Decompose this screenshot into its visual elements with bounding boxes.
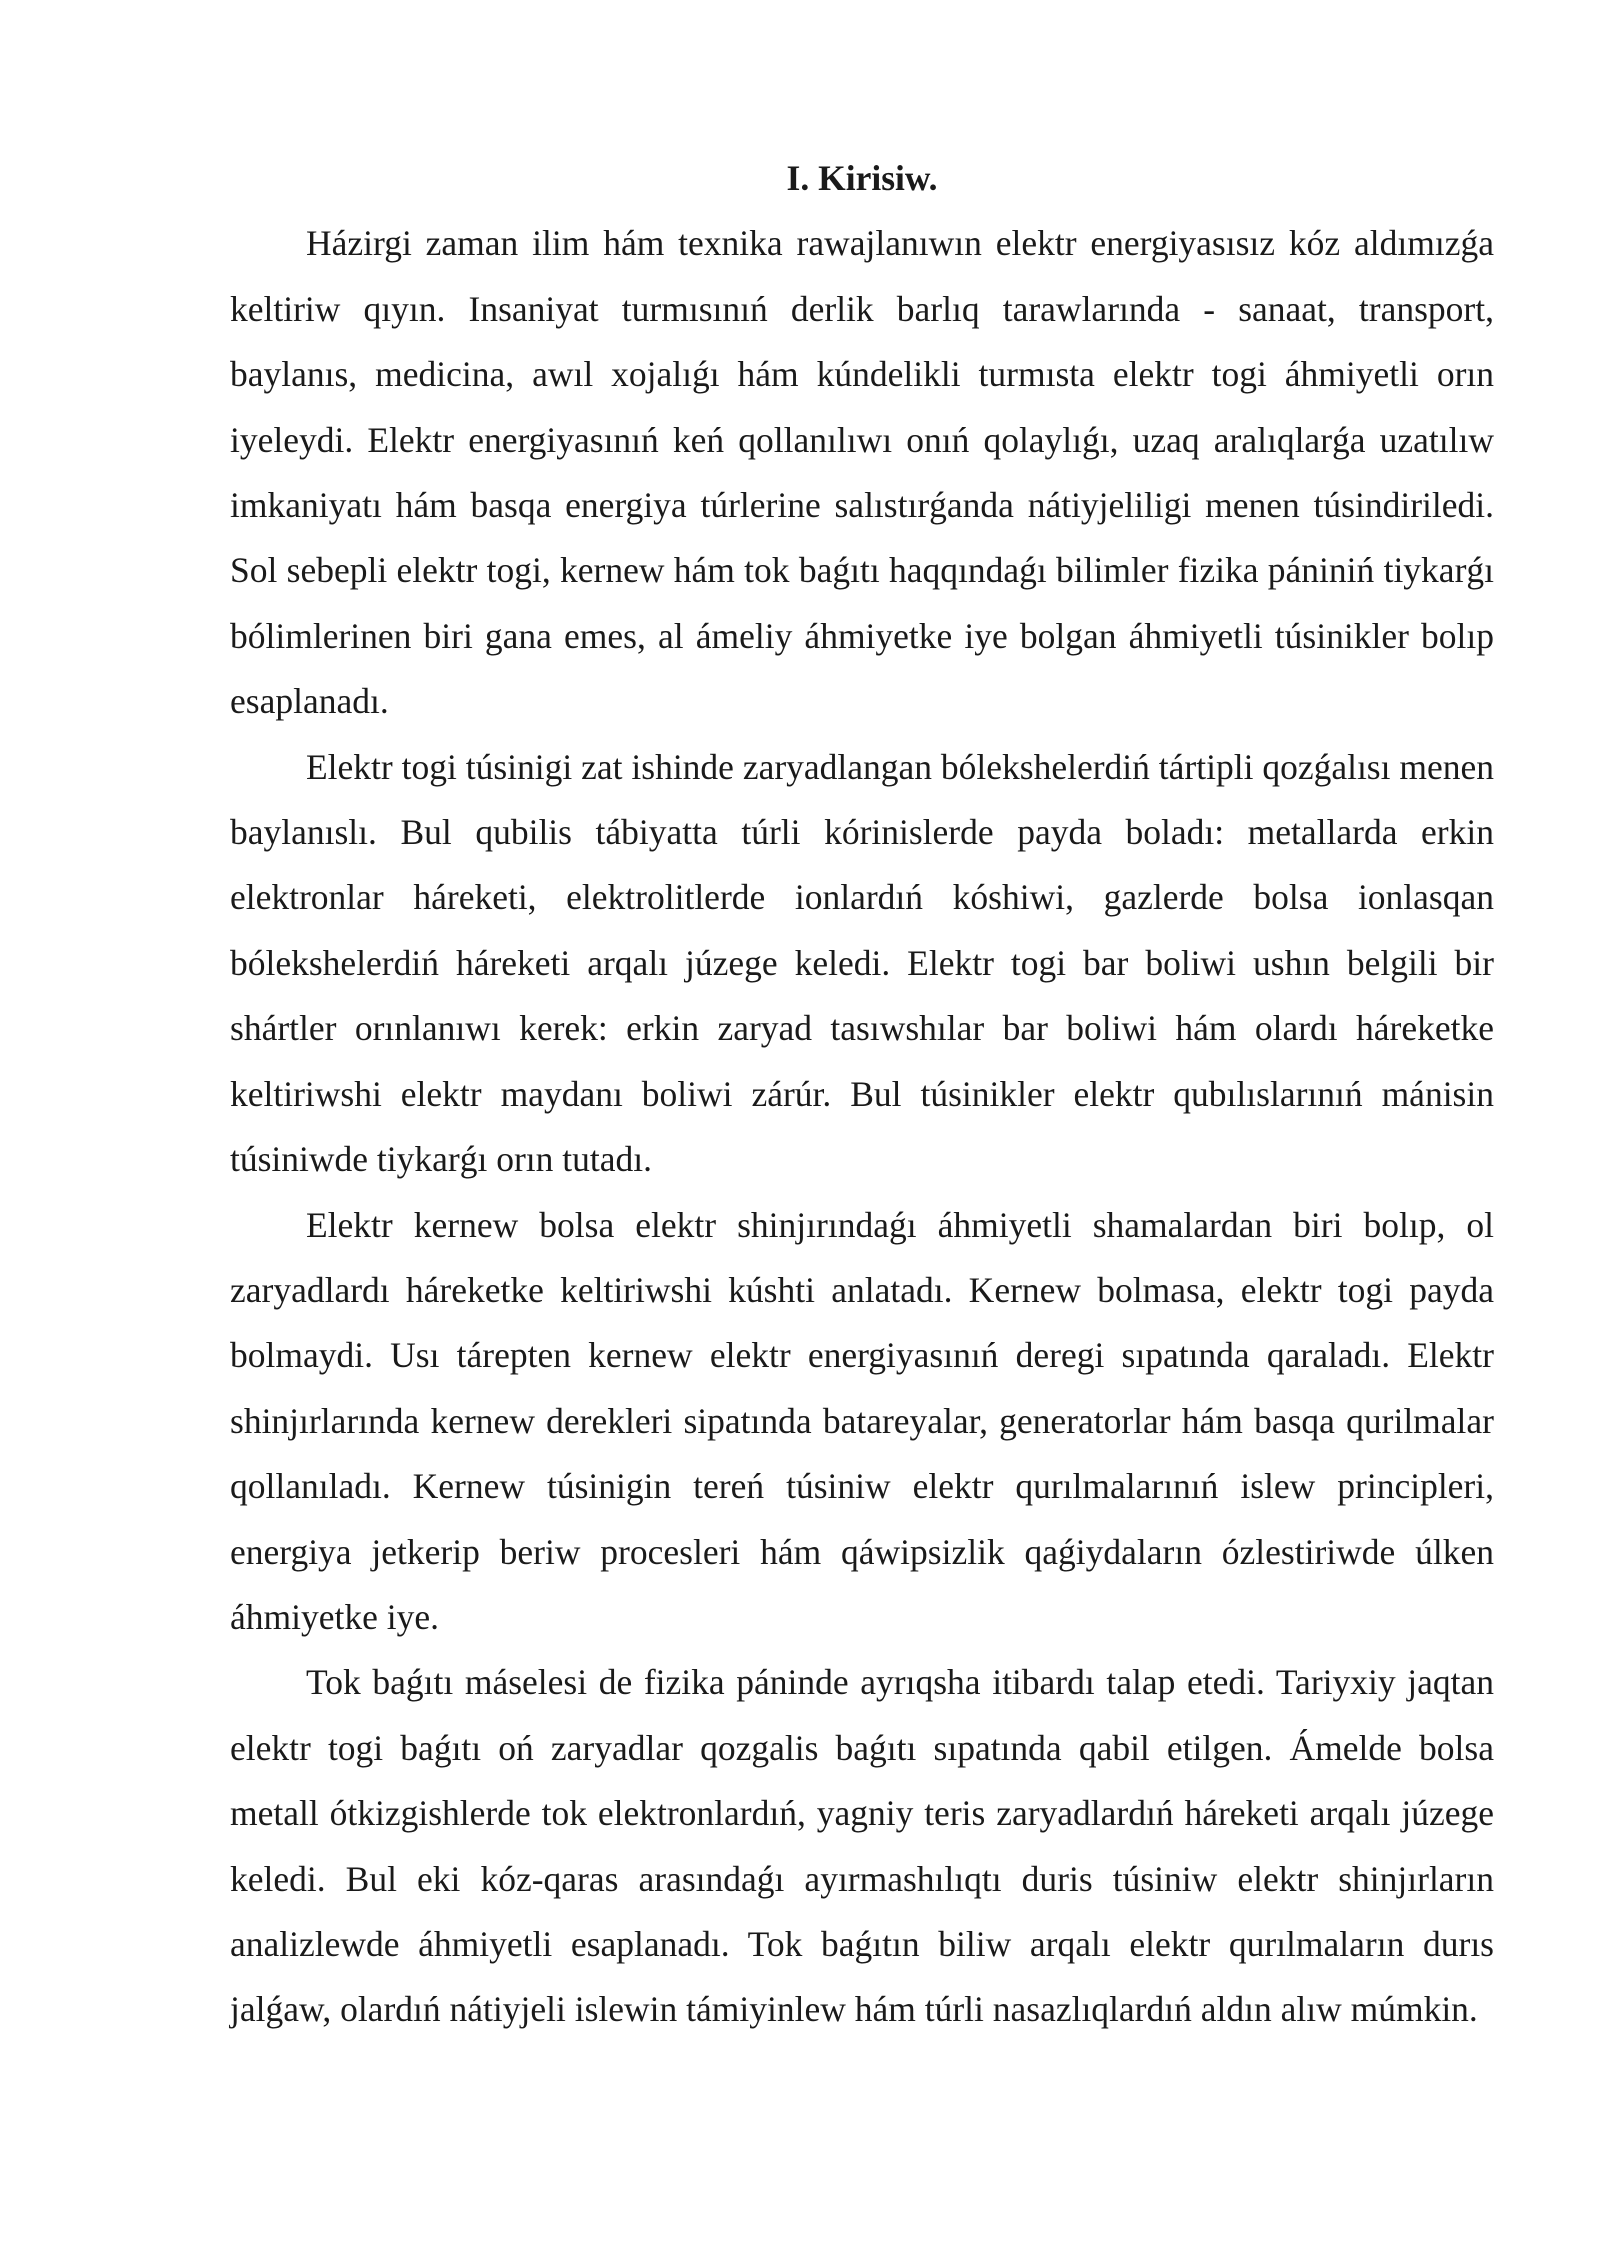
document-body <box>230 146 1494 2043</box>
paragraph-current-direction: Tok baǵıtı máselesi de fizika páninde ayrıqsha itibardı talap etedi. Tariyxiy jaqtan elektr togi baǵıtı oń zaryadlar qozgalis baǵıtı sıpatında qabil etilgen. Ámelde bolsa metall ótkizgishlerde tok elektronlardıń, yagniy teris zaryadlardıń háreketi arqalı júzege keledi. Bul eki kóz-qaras arasındaǵı ayırmashılıqtı duris túsiniw elektr shinjırların analizlewde áhmiyetli esaplanadı. Tok baǵıtın biliw arqalı elektr qurılmaların durıs jalǵaw, olardıń nátiyjeli islewin támiyinlew hám túrli nasazlıqlardıń aldın alıw múmkin. <box>230 1662 1494 2030</box>
paragraph-intro: Házirgi zaman ilim hám texnika rawajlanıwın elektr energiyasısız kóz aldımızǵa keltiriw qıyın. Insaniyat turmısınıń derlik barlıq tarawlarında - sanaat, transport, baylanıs, medicina, awıl xojalıǵı hám kúndelikli turmısta elektr togi áhmiyetli orın iyeleydi. Elektr energiyasınıń keń qollanılıwı onıń qolaylıǵı, uzaq aralıqlarǵa uzatılıw imkaniyatı hám basqa energiya túrlerine salıstırǵanda nátiyjeliligi menen túsindiriledi. Sol sebepli elektr togi, kernew hám tok baǵıtı haqqındaǵı bilimler fizika pániniń tiykarǵı bólimlerinen biri gana emes, al ámeliy áhmiyetke iye bolgan áhmiyetli túsinikler bolıp esaplanadı. <box>230 223 1494 722</box>
paragraph-electric-current: Elektr togi túsinigi zat ishinde zaryadlangan bólekshelerdiń tártipli qozǵalısı menen baylanıslı. Bul qubilis tábiyatta túrli kórinislerde payda boladı: metallarda erkin elektronlar háreketi, elektrolitlerde ionlardıń kóshiwi, gazlerde bolsa ionlasqan bólekshelerdiń háreketi arqalı júzege keledi. Elektr togi bar boliwi ushın belgili bir shártler orınlanıwı kerek: erkin zaryad tasıwshılar bar boliwi hám olardı háreketke keltiriwshi elektr maydanı boliwi zárúr. Bul túsinikler elektr qubılıslarınıń mánisin túsiniwde tiykarǵı orın tutadı. <box>230 746 1494 1180</box>
section-title: I. Kirisiw. <box>786 158 938 198</box>
paragraph-voltage: Elektr kernew bolsa elektr shinjırındaǵı áhmiyetli shamalardan biri bolıp, ol zaryadlardı háreketke keltiriwshi kúshti anlatadı. Kernew bolmasa, elektr togi payda bolmaydi. Usı tárepten kernew elektr energiyasınıń deregi sıpatında qaraladı. Elektr shinjırlarında kernew derekleri sipatında batareyalar, generatorlar hám basqa qurilmalar qollanıladı. Kernew túsinigin tereń túsiniw elektr qurılmalarınıń islew principleri, energiya jetkerip beriw procesleri hám qáwipsizlik qaǵiydaların ózlestiriwde úlken áhmiyetke iye. <box>230 1204 1494 1637</box>
